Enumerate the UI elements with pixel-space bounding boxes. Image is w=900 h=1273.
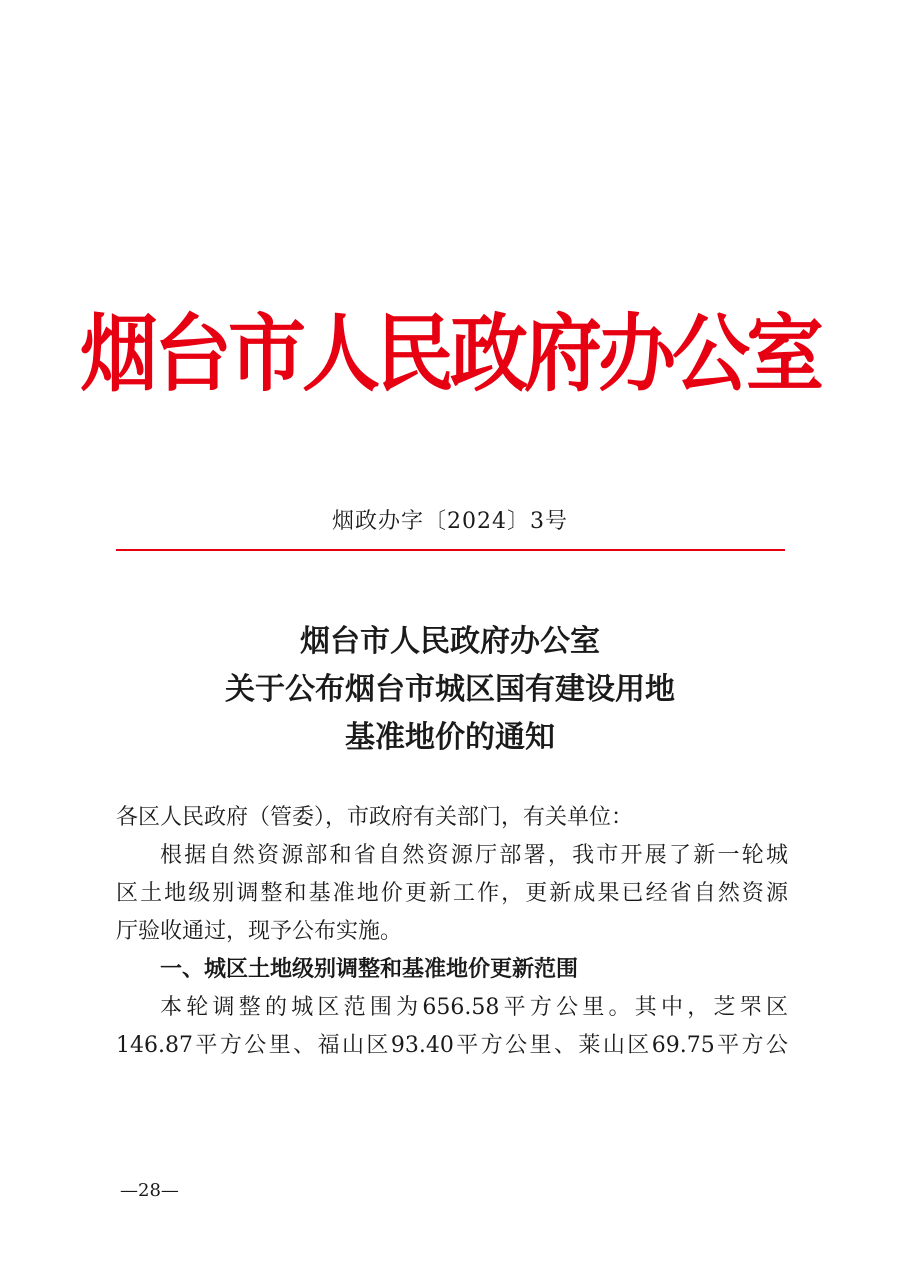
paragraph-line: 厅验收通过，现予公布实施。 bbox=[116, 919, 403, 944]
title-line: 关于公布烟台市城区国有建设用地 bbox=[225, 672, 675, 707]
title-line: 基准地价的通知 bbox=[345, 720, 555, 755]
paragraph-line: 区土地级别调整和基准地价更新工作，更新成果已经省自然资源 bbox=[116, 881, 788, 906]
document-body bbox=[116, 799, 788, 1065]
page-number: —28— bbox=[120, 1180, 179, 1201]
paragraph-line: 本轮调整的城区范围为656.58平方公里。其中，芝罘区 bbox=[160, 995, 788, 1020]
paragraph-line: 146.87平方公里、福山区93.40平方公里、莱山区69.75平方公 bbox=[116, 1033, 788, 1058]
salutation: 各区人民政府（管委），市政府有关部门，有关单位： bbox=[116, 805, 634, 830]
document-title bbox=[0, 618, 900, 762]
paragraph-line: 根据自然资源部和省自然资源厅部署，我市开展了新一轮城 bbox=[160, 843, 788, 868]
document-number: 烟政办字〔2024〕3号 bbox=[332, 509, 568, 534]
red-divider-line bbox=[116, 549, 785, 551]
section-heading: 一、城区土地级别调整和基准地价更新范围 bbox=[160, 957, 579, 982]
issuer-masthead: 烟台市人民政府办公室 bbox=[79, 306, 820, 404]
title-line: 烟台市人民政府办公室 bbox=[300, 624, 600, 659]
